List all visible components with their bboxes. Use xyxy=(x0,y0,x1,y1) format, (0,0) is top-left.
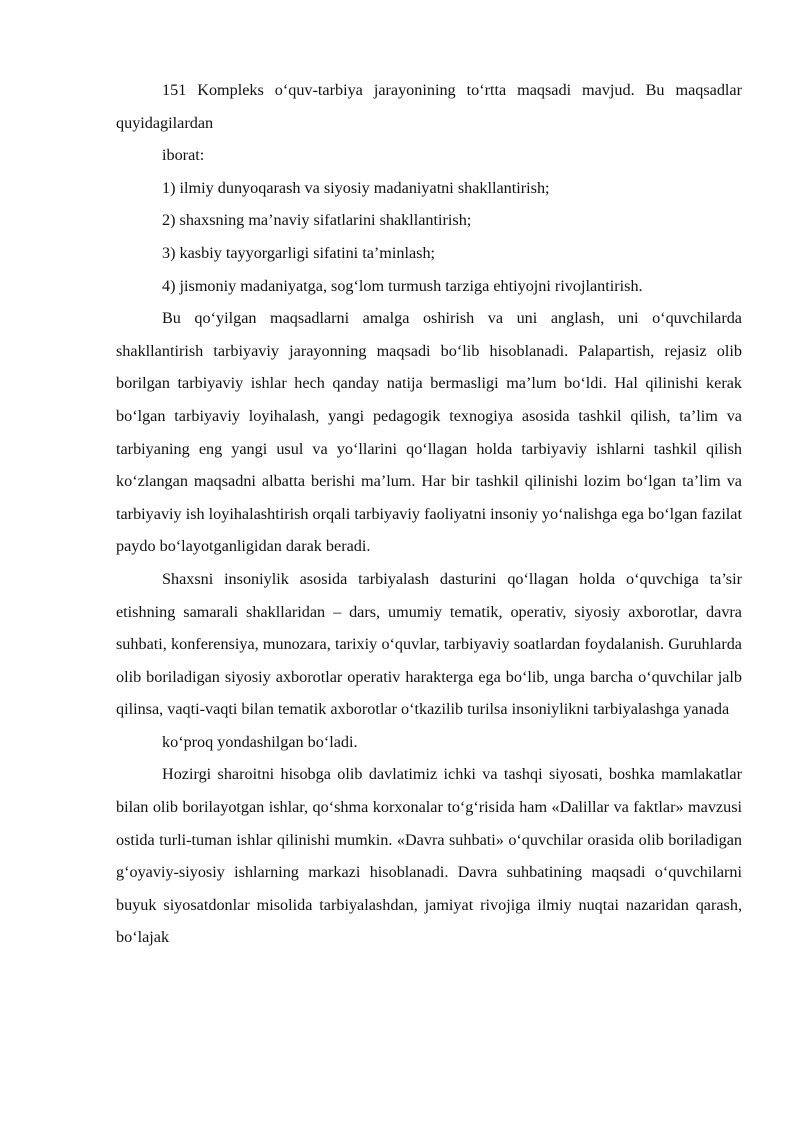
document-page xyxy=(116,74,742,954)
paragraph-approach: ko‘proq yondashilgan bo‘ladi. xyxy=(162,732,358,751)
paragraph-humanism-education: Shaxsni insoniylik asosida tarbiyalash dasturini qo‘llagan holda o‘quvchiga ta’sir etishning samarali shakllaridan – dars, umumiy tematik, operativ, siyosiy axborotlar, davra suhbati, konferensiya, munozara, tarixiy o‘quvlar, tarbiyaviy soatlardan foydalanish. Guruhlarda olib boriladigan siyosiy axborotlar operativ harakterga ega bo‘lib, unga barcha o‘quvchilar jalb qilinsa, vaqti-vaqti bilan tematik axborotlar o‘tkazilib turilsa insoniylikni tarbiyalashga yanada xyxy=(116,569,742,719)
list-item-goal-3: 3) kasbiy tayyorgarligi sifatini ta’minlash; xyxy=(162,243,436,262)
list-item-goal-2: 2) shaxsning ma’naviy sifatlarini shakllantirish; xyxy=(162,211,472,230)
paragraph-iborat: iborat: xyxy=(162,146,205,165)
list-item-goal-1: 1) ilmiy dunyoqarash va siyosiy madaniyatni shakllantirish; xyxy=(162,178,550,197)
paragraph-goals-intro: 151 Kompleks o‘quv-tarbiya jarayonining to‘rtta maqsadi mavjud. Bu maqsadlar quyidagilardan xyxy=(116,81,742,132)
paragraph-current-conditions: Hozirgi sharoitni hisobga olib davlatimiz ichki va tashqi siyosati, boshka mamlakatlar bilan olib borilayotgan ishlar, qo‘shma korxonalar to‘g‘risida ham «Dalillar va faktlar» mavzusi ostida turli-tuman ishlar qilinishi mumkin. «Davra suhbati» o‘quvchilar orasida olib boriladigan g‘oyaviy-siyosiy ishlarning markazi hisoblanadi. Davra suhbatining maqsadi o‘quvchilarni buyuk siyosatdonlar misolida tarbiyalashdan, jamiyat rivojiga ilmiy nuqtai nazaridan qarash, bo‘lajak xyxy=(116,765,742,947)
list-item-goal-4: 4) jismoniy madaniyatga, sog‘lom turmush tarziga ehtiyojni rivojlantirish. xyxy=(162,276,643,295)
paragraph-goals-implementation: Bu qo‘yilgan maqsadlarni amalga oshirish va uni anglash, uni o‘quvchilarda shakllantirish tarbiyaviy jarayonning maqsadi bo‘lib hisoblanadi. Palapartish, rejasiz olib borilgan tarbiyaviy ishlar hech qanday natija bermasligi ma’lum bo‘ldi. Hal qilinishi kerak bo‘lgan tarbiyaviy loyihalash, yangi pedagogik texnogiya asosida tashkil qilish, ta’lim va tarbiyaning eng yangi usul va yo‘llarini qo‘llagan holda tarbiyaviy ishlarni tashkil qilish ko‘zlangan maqsadni albatta berishi ma’lum. Har bir tashkil qilinishi lozim bo‘lgan ta’lim va tarbiyaviy ish loyihalashtirish orqali tarbiyaviy faoliyatni insoniy yo‘nalishga ega bo‘lgan fazilat paydo bo‘layotganligidan darak beradi. xyxy=(116,309,742,556)
